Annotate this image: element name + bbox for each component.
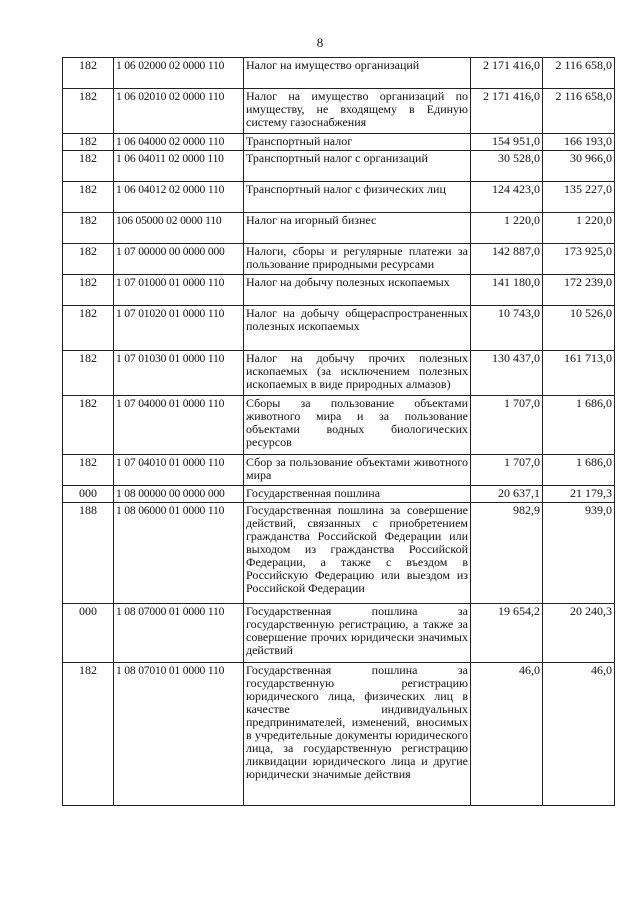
budget-classification-code-cell: 1 07 04010 01 0000 110 — [114, 455, 244, 486]
budget-classification-code-cell: 1 07 01030 01 0000 110 — [114, 351, 244, 396]
amount-year-2-cell: 1 686,0 — [543, 396, 615, 455]
table-row — [63, 503, 615, 604]
revenue-name-cell: Налог на добычу полезных ископаемых — [244, 275, 471, 306]
amount-year-1-cell: 141 180,0 — [471, 275, 543, 306]
revenue-name-cell: Транспортный налог с физических лиц — [244, 182, 471, 213]
admin-code-cell: 182 — [63, 58, 114, 89]
revenue-name-cell: Налоги, сборы и регулярные платежи за пользование природными ресурсами — [244, 244, 471, 275]
table-row — [63, 604, 615, 663]
amount-year-2-cell: 21 179,3 — [543, 486, 615, 503]
budget-revenue-table — [62, 57, 615, 806]
amount-year-1-cell: 20 637,1 — [471, 486, 543, 503]
budget-classification-code-cell: 1 08 00000 00 0000 000 — [114, 486, 244, 503]
budget-classification-code-cell: 1 07 00000 00 0000 000 — [114, 244, 244, 275]
table-row — [63, 89, 615, 134]
admin-code-cell: 182 — [63, 663, 114, 806]
table-row — [63, 134, 615, 151]
table-body — [63, 58, 615, 806]
amount-year-2-cell: 46,0 — [543, 663, 615, 806]
amount-year-1-cell: 1 707,0 — [471, 396, 543, 455]
revenue-name-cell: Налог на имущество организаций — [244, 58, 471, 89]
table-row — [63, 455, 615, 486]
revenue-name-cell: Государственная пошлина за государственную регистрацию, а также за совершение прочих юридически значимых действий — [244, 604, 471, 663]
budget-classification-code-cell: 1 08 07010 01 0000 110 — [114, 663, 244, 806]
admin-code-cell: 188 — [63, 503, 114, 604]
table-row — [63, 151, 615, 182]
revenue-name-cell: Налог на игорный бизнес — [244, 213, 471, 244]
table-row — [63, 396, 615, 455]
revenue-name-cell: Налог на добычу прочих полезных ископаемых (за исключением полезных ископаемых в виде природных алмазов) — [244, 351, 471, 396]
budget-classification-code-cell: 1 07 04000 01 0000 110 — [114, 396, 244, 455]
amount-year-2-cell: 1 220,0 — [543, 213, 615, 244]
page-number: 8 — [316, 35, 324, 50]
table-row — [63, 663, 615, 806]
revenue-name-cell: Государственная пошлина — [244, 486, 471, 503]
budget-classification-code-cell: 1 06 02010 02 0000 110 — [114, 89, 244, 134]
amount-year-1-cell: 1 220,0 — [471, 213, 543, 244]
amount-year-1-cell: 142 887,0 — [471, 244, 543, 275]
table-row — [63, 244, 615, 275]
revenue-name-cell: Транспортный налог с организаций — [244, 151, 471, 182]
admin-code-cell: 182 — [63, 351, 114, 396]
amount-year-2-cell: 173 925,0 — [543, 244, 615, 275]
revenue-name-cell: Налог на имущество организаций по имуществу, не входящему в Единую систему газоснабжения — [244, 89, 471, 134]
table-row — [63, 58, 615, 89]
revenue-name-cell: Государственная пошлина за совершение действий, связанных с приобретением гражданства Российской Федерации или выходом из гражданства Российской Федерации, а также с въездом в Российскую Федерацию или выездом из Российской Федерации — [244, 503, 471, 604]
admin-code-cell: 182 — [63, 396, 114, 455]
budget-classification-code-cell: 1 06 04000 02 0000 110 — [114, 134, 244, 151]
amount-year-1-cell: 124 423,0 — [471, 182, 543, 213]
admin-code-cell: 000 — [63, 604, 114, 663]
amount-year-2-cell: 2 116 658,0 — [543, 58, 615, 89]
table-row — [63, 182, 615, 213]
amount-year-1-cell: 2 171 416,0 — [471, 58, 543, 89]
budget-classification-code-cell: 1 06 02000 02 0000 110 — [114, 58, 244, 89]
table-row — [63, 306, 615, 351]
amount-year-2-cell: 1 686,0 — [543, 455, 615, 486]
admin-code-cell: 182 — [63, 244, 114, 275]
amount-year-2-cell: 20 240,3 — [543, 604, 615, 663]
admin-code-cell: 000 — [63, 486, 114, 503]
admin-code-cell: 182 — [63, 89, 114, 134]
admin-code-cell: 182 — [63, 134, 114, 151]
admin-code-cell: 182 — [63, 213, 114, 244]
amount-year-1-cell: 2 171 416,0 — [471, 89, 543, 134]
amount-year-1-cell: 30 528,0 — [471, 151, 543, 182]
amount-year-1-cell: 46,0 — [471, 663, 543, 806]
revenue-name-cell: Сбор за пользование объектами животного мира — [244, 455, 471, 486]
amount-year-1-cell: 130 437,0 — [471, 351, 543, 396]
amount-year-1-cell: 154 951,0 — [471, 134, 543, 151]
amount-year-1-cell: 982,9 — [471, 503, 543, 604]
amount-year-2-cell: 10 526,0 — [543, 306, 615, 351]
amount-year-1-cell: 1 707,0 — [471, 455, 543, 486]
budget-classification-code-cell: 1 07 01020 01 0000 110 — [114, 306, 244, 351]
budget-classification-code-cell: 1 07 01000 01 0000 110 — [114, 275, 244, 306]
amount-year-1-cell: 10 743,0 — [471, 306, 543, 351]
admin-code-cell: 182 — [63, 151, 114, 182]
amount-year-2-cell: 166 193,0 — [543, 134, 615, 151]
budget-classification-code-cell: 1 06 04011 02 0000 110 — [114, 151, 244, 182]
amount-year-2-cell: 172 239,0 — [543, 275, 615, 306]
amount-year-2-cell: 939,0 — [543, 503, 615, 604]
amount-year-1-cell: 19 654,2 — [471, 604, 543, 663]
table-row — [63, 351, 615, 396]
table-row — [63, 275, 615, 306]
revenue-name-cell: Сборы за пользование объектами животного мира и за пользование объектами водных биологических ресурсов — [244, 396, 471, 455]
budget-classification-code-cell: 1 08 07000 01 0000 110 — [114, 604, 244, 663]
budget-classification-code-cell: 1 08 06000 01 0000 110 — [114, 503, 244, 604]
budget-classification-code-cell: 106 05000 02 0000 110 — [114, 213, 244, 244]
admin-code-cell: 182 — [63, 455, 114, 486]
amount-year-2-cell: 135 227,0 — [543, 182, 615, 213]
amount-year-2-cell: 2 116 658,0 — [543, 89, 615, 134]
revenue-name-cell: Транспортный налог — [244, 134, 471, 151]
budget-classification-code-cell: 1 06 04012 02 0000 110 — [114, 182, 244, 213]
table-row — [63, 486, 615, 503]
admin-code-cell: 182 — [63, 306, 114, 351]
amount-year-2-cell: 30 966,0 — [543, 151, 615, 182]
admin-code-cell: 182 — [63, 182, 114, 213]
revenue-name-cell: Государственная пошлина за государственную регистрацию юридического лица, физических лиц в качестве индивидуальных предпринимателей, изменений, вносимых в учредительные документы юридического лица, за государственную регистрацию ликвидации юридического лица и другие юридически значимые действия — [244, 663, 471, 806]
admin-code-cell: 182 — [63, 275, 114, 306]
amount-year-2-cell: 161 713,0 — [543, 351, 615, 396]
revenue-name-cell: Налог на добычу общераспространенных полезных ископаемых — [244, 306, 471, 351]
table-row — [63, 213, 615, 244]
